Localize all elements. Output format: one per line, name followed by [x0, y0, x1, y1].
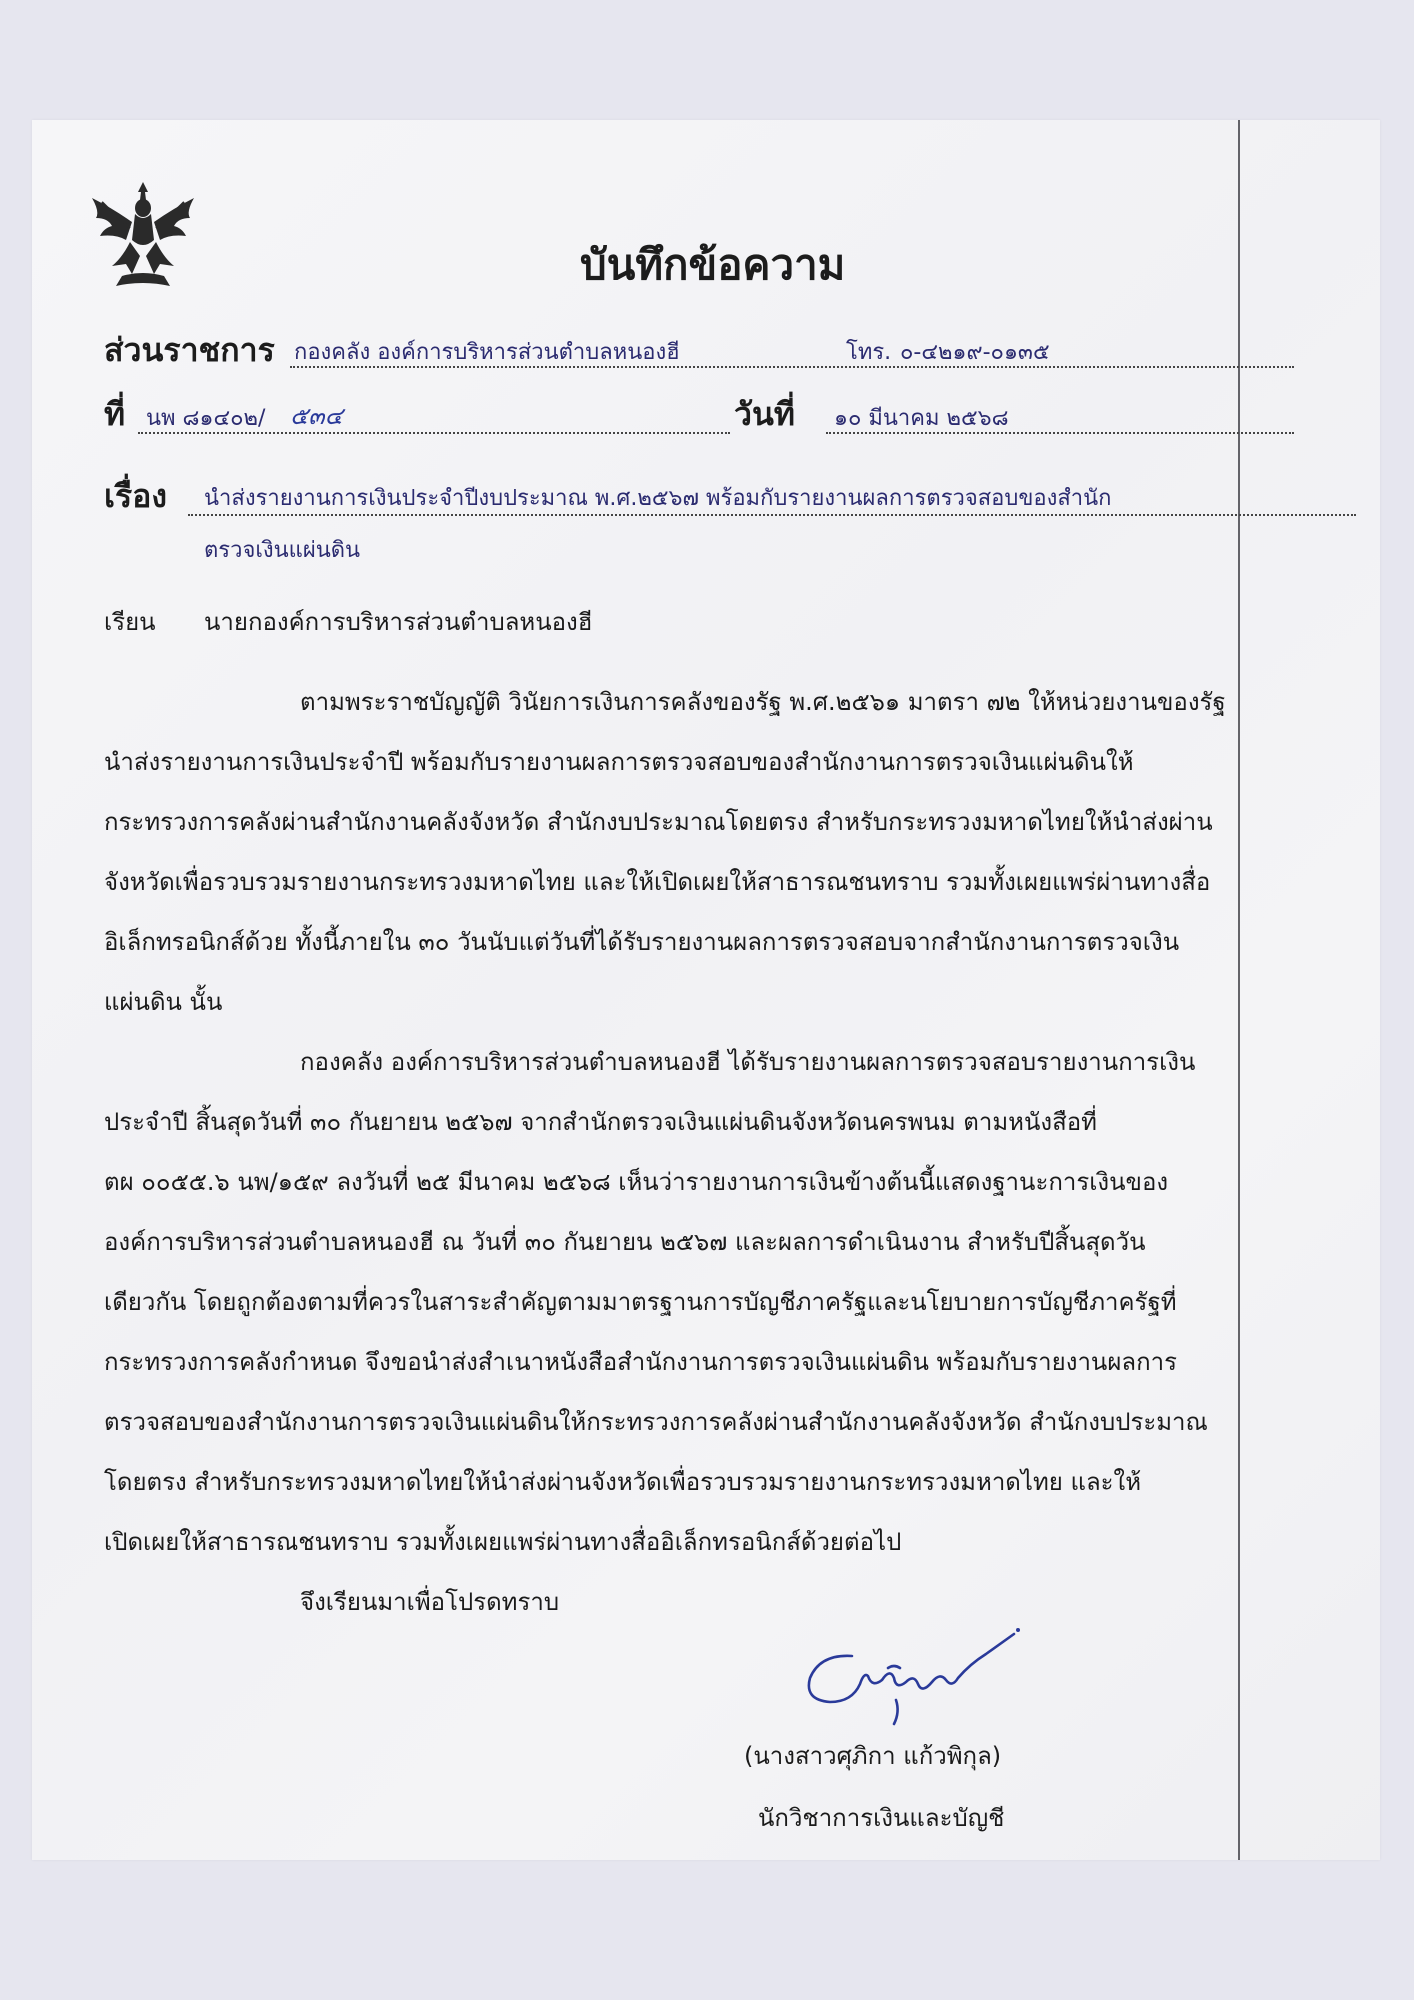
paragraph-1-line-1: ตามพระราชบัญญัติ วินัยการเงินการคลังของรัฐ พ.ศ.๒๕๖๑ มาตรา ๗๒ ให้หน่วยงานของรัฐ [300, 688, 1226, 716]
garuda-emblem-icon [82, 178, 204, 294]
phone-label: โทร. [846, 340, 892, 365]
memo-paper [32, 120, 1380, 1860]
paragraph-2-line-1: กองคลัง องค์การบริหารส่วนตำบลหนองฮี ได้รับรายงานผลการตรวจสอบรายงานการเงิน [300, 1048, 1196, 1076]
fold-line [1238, 120, 1240, 1860]
signer-position: นักวิชาการเงินและบัญชี [758, 1804, 1005, 1832]
subject-dotted-line-1 [188, 514, 1356, 516]
reference-number: ๕๓๔ [290, 402, 343, 430]
paragraph-2-line-8: โดยตรง สำหรับกระทรวงมหาดไทยให้นำส่งผ่านจังหวัดเพื่อรวบรวมรายงานกระทรวงมหาดไทย และให้ [104, 1468, 1142, 1496]
paragraph-2-line-9: เปิดเผยให้สาธารณชนทราบ รวมทั้งเผยแพร่ผ่านทางสื่ออิเล็กทรอนิกส์ด้วยต่อไป [104, 1528, 902, 1556]
date-value: ๑๐ มีนาคม ๒๕๖๘ [834, 406, 1009, 431]
paragraph-1-line-3: กระทรวงการคลังผ่านสำนักงานคลังจังหวัด สำนักงบประมาณโดยตรง สำหรับกระทรวงมหาดไทยให้นำส่งผ่าน [104, 808, 1213, 836]
reference-label: ที่ [104, 395, 126, 433]
department-value: กองคลัง องค์การบริหารส่วนตำบลหนองฮี [294, 340, 680, 365]
salutation-label: เรียน [104, 608, 156, 636]
reference-dotted-line [138, 432, 730, 434]
subject-label: เรื่อง [104, 477, 167, 515]
closing-line: จึงเรียนมาเพื่อโปรดทราบ [300, 1588, 560, 1616]
memo-title: บันทึกข้อความ [580, 240, 846, 289]
paragraph-2-line-5: เดียวกัน โดยถูกต้องตามที่ควรในสาระสำคัญตามมาตรฐานการบัญชีภาครัฐและนโยบายการบัญชีภาครัฐที่ [104, 1288, 1177, 1316]
paragraph-1-line-5: อิเล็กทรอนิกส์ด้วย ทั้งนี้ภายใน ๓๐ วันนับแต่วันที่ได้รับรายงานผลการตรวจสอบจากสำนักงานการตรวจเงิน [104, 928, 1180, 956]
phone-value: ๐-๔๒๑๙-๐๑๓๕ [900, 340, 1050, 365]
paragraph-2-line-3: ตผ ๐๐๕๕.๖ นพ/๑๕๙ ลงวันที่ ๒๕ มีนาคม ๒๕๖๘ เห็นว่ารายงานการเงินข้างต้นนี้แสดงฐานะการเงินของ [104, 1168, 1169, 1196]
paragraph-1-line-6: แผ่นดิน นั้น [104, 988, 223, 1016]
signer-name: (นางสาวศุภิกา แก้วพิกุล) [744, 1742, 1002, 1770]
paragraph-2-line-7: ตรวจสอบของสำนักงานการตรวจเงินแผ่นดินให้กระทรวงการคลังผ่านสำนักงานคลังจังหวัด สำนักงบประมาณ [104, 1408, 1208, 1436]
subject-line-1: นำส่งรายงานการเงินประจำปีงบประมาณ พ.ศ.๒๕๖๗ พร้อมกับรายงานผลการตรวจสอบของสำนัก [204, 486, 1112, 511]
salutation-value: นายกองค์การบริหารส่วนตำบลหนองฮี [204, 608, 593, 636]
paragraph-1-line-4: จังหวัดเพื่อรวบรวมรายงานกระทรวงมหาดไทย และให้เปิดเผยให้สาธารณชนทราบ รวมทั้งเผยแพร่ผ่านทางสื่อ [104, 868, 1211, 896]
paragraph-2-line-4: องค์การบริหารส่วนตำบลหนองฮี ณ วันที่ ๓๐ กันยายน ๒๕๖๗ และผลการดำเนินงาน สำหรับปีสิ้นสุดวัน [104, 1228, 1146, 1256]
signature-icon [790, 1628, 1020, 1728]
paragraph-2-line-2: ประจำปี สิ้นสุดวันที่ ๓๐ กันยายน ๒๕๖๗ จากสำนักตรวจเงินแผ่นดินจังหวัดนครพนม ตามหนังสือที่ [104, 1108, 1097, 1136]
date-dotted-line [826, 432, 1294, 434]
subject-line-2: ตรวจเงินแผ่นดิน [204, 538, 361, 563]
department-dotted-line [290, 366, 1294, 368]
department-label: ส่วนราชการ [104, 331, 275, 369]
paragraph-1-line-2: นำส่งรายงานการเงินประจำปี พร้อมกับรายงานผลการตรวจสอบของสำนักงานการตรวจเงินแผ่นดินให้ [104, 748, 1134, 776]
paragraph-2-line-6: กระทรวงการคลังกำหนด จึงขอนำส่งสำเนาหนังสือสำนักงานการตรวจเงินแผ่นดิน พร้อมกับรายงานผลการ [104, 1348, 1177, 1376]
date-label: วันที่ [734, 395, 795, 433]
reference-value: นพ ๘๑๔๐๒/ [146, 406, 266, 431]
